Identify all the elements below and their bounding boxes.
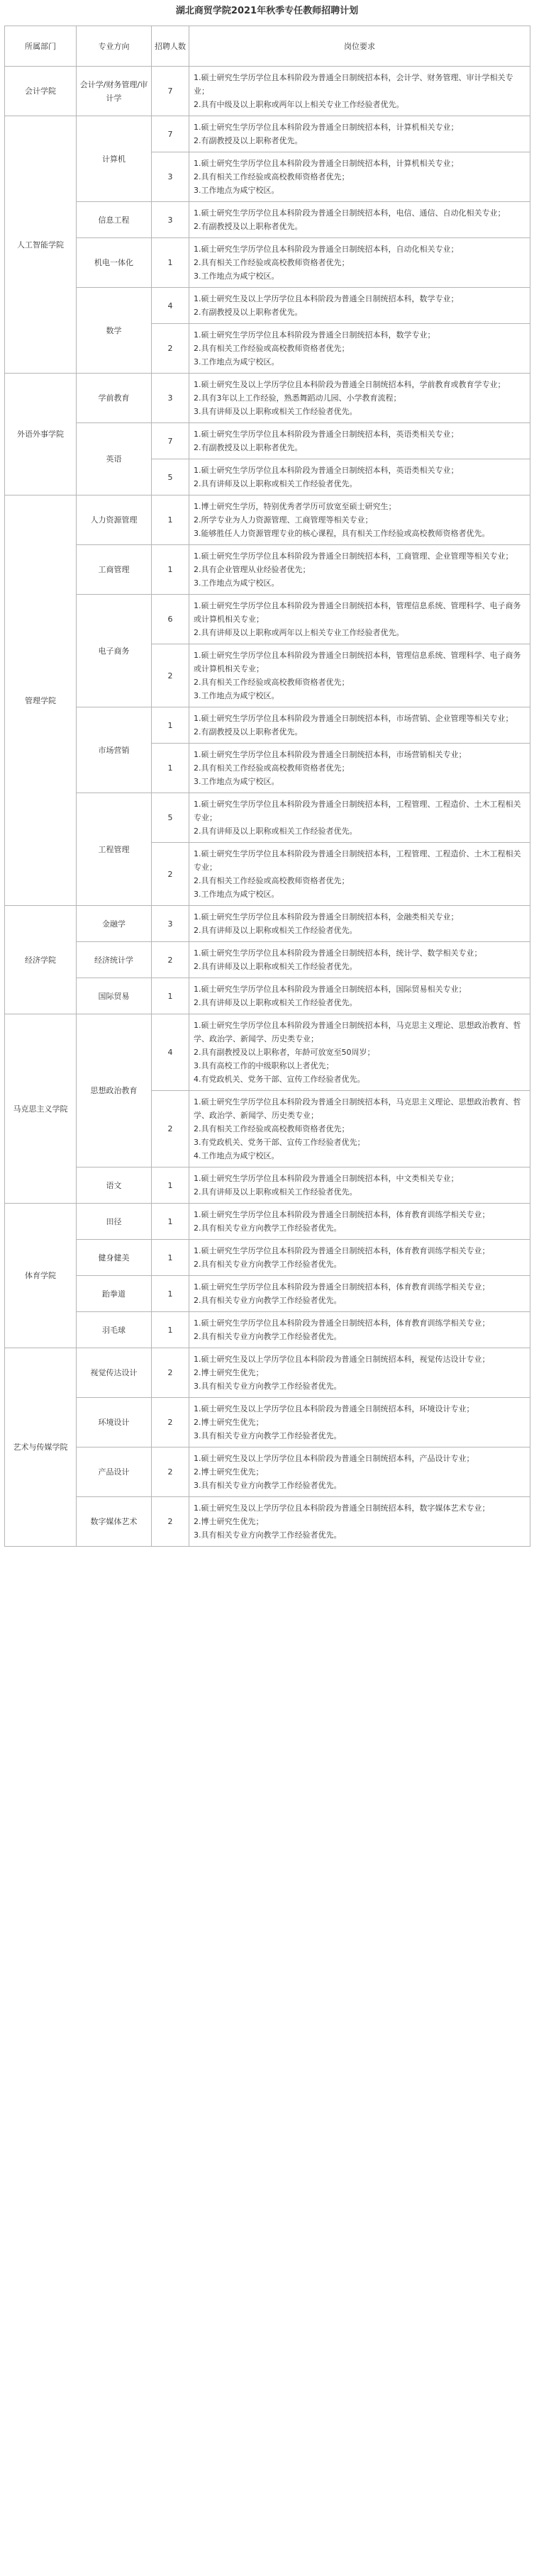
count-cell: 3 bbox=[152, 152, 189, 202]
table-row bbox=[5, 238, 530, 288]
requirement-line: 3.具有讲师及以上职称或相关工作经验者优先。 bbox=[194, 407, 357, 416]
table-row bbox=[5, 116, 530, 152]
major-cell: 信息工程 bbox=[77, 202, 152, 238]
requirement-line: 1.硕士研究生学历学位且本科阶段为普通全日制统招本科，金融类相关专业； bbox=[194, 912, 459, 922]
requirement-line: 1.硕士研究生学历学位且本科阶段为普通全日制统招本科，工程管理、工程造价、土木工程相关专业； bbox=[194, 849, 521, 872]
table-row bbox=[5, 906, 530, 942]
table-row bbox=[5, 1497, 530, 1547]
count-cell: 2 bbox=[152, 843, 189, 906]
requirement-line: 1.博士研究生学历，特别优秀者学历可放宽至硕士研究生； bbox=[194, 502, 396, 511]
requirements-cell bbox=[189, 707, 530, 744]
count-cell: 2 bbox=[152, 1447, 189, 1497]
requirement-line: 2.有副教授及以上职称者优先。 bbox=[194, 136, 303, 145]
requirement-line: 2.博士研究生优先； bbox=[194, 1368, 264, 1377]
table-row bbox=[5, 545, 530, 595]
department-cell: 管理学院 bbox=[5, 495, 77, 906]
major-cell: 视觉传达设计 bbox=[77, 1348, 152, 1398]
requirement-line: 2.具有讲师及以上职称或相关工作经验者优先。 bbox=[194, 479, 357, 488]
requirement-line: 1.硕士研究生学历学位且本科阶段为普通全日制统招本科，马克思主义理论、思想政治教育、哲学、政治学、新闻学、历史类专业； bbox=[194, 1097, 521, 1120]
requirement-line: 1.硕士研究生学历学位且本科阶段为普通全日制统招本科，市场营销相关专业； bbox=[194, 750, 467, 759]
requirement-line: 1.硕士研究生学历学位且本科阶段为普通全日制统招本科，计算机相关专业； bbox=[194, 159, 459, 168]
requirement-line: 2.有副教授及以上职称者优先。 bbox=[194, 727, 303, 737]
table-row bbox=[5, 978, 530, 1014]
requirements-cell bbox=[189, 1348, 530, 1398]
requirement-line: 3.具有相关专业方向教学工作经验者优先。 bbox=[194, 1431, 342, 1440]
count-cell: 3 bbox=[152, 906, 189, 942]
requirements-cell bbox=[189, 238, 530, 288]
requirement-line: 2.博士研究生优先； bbox=[194, 1517, 264, 1526]
table-row bbox=[5, 1014, 530, 1091]
major-cell: 国际贸易 bbox=[77, 978, 152, 1014]
requirement-line: 2.具有相关专业方向教学工作经验者优先。 bbox=[194, 1223, 342, 1233]
requirement-line: 1.硕士研究生及以上学历学位且本科阶段为普通全日制统招本科，数字媒体艺术专业； bbox=[194, 1503, 490, 1513]
requirement-line: 4.有党政机关、党务干部、宣传工作经验者优先。 bbox=[194, 1075, 365, 1084]
major-cell: 电子商务 bbox=[77, 595, 152, 707]
requirements-cell bbox=[189, 374, 530, 423]
requirement-line: 1.硕士研究生学历学位且本科阶段为普通全日制统招本科，自动化相关专业； bbox=[194, 245, 459, 254]
count-cell: 2 bbox=[152, 1091, 189, 1167]
count-cell: 7 bbox=[152, 423, 189, 459]
requirements-cell bbox=[189, 1497, 530, 1547]
table-body bbox=[5, 67, 530, 1547]
major-cell: 产品设计 bbox=[77, 1447, 152, 1497]
count-cell: 1 bbox=[152, 1312, 189, 1348]
table-row bbox=[5, 495, 530, 545]
table-row bbox=[5, 595, 530, 644]
requirement-line: 2.有副教授及以上职称者优先。 bbox=[194, 222, 303, 231]
requirement-line: 2.具有3年以上工作经验，熟悉舞蹈动儿园、小学教育流程； bbox=[194, 393, 401, 403]
table-row bbox=[5, 942, 530, 978]
requirement-line: 1.硕士研究生学历学位且本科阶段为普通全日制统招本科，管理信息系统、管理科学、电子商务或计算机相关专业； bbox=[194, 601, 521, 624]
count-cell: 1 bbox=[152, 1204, 189, 1240]
table-row bbox=[5, 288, 530, 324]
requirements-cell bbox=[189, 1014, 530, 1091]
requirement-line: 2.具有中级及以上职称或两年以上相关专业工作经验者优先。 bbox=[194, 100, 404, 109]
requirement-line: 1.硕士研究生学历学位且本科阶段为普通全日制统招本科，工商管理、企业管理等相关专业； bbox=[194, 551, 513, 561]
requirement-line: 2.具有相关工作经验或高校教师资格者优先； bbox=[194, 344, 350, 353]
requirement-line: 2.所学专业为人力资源管理、工商管理等相关专业； bbox=[194, 515, 373, 525]
requirements-cell bbox=[189, 459, 530, 495]
requirements-cell bbox=[189, 906, 530, 942]
requirements-cell bbox=[189, 1204, 530, 1240]
major-cell: 市场营销 bbox=[77, 707, 152, 793]
count-cell: 5 bbox=[152, 459, 189, 495]
major-cell: 数学 bbox=[77, 288, 152, 374]
requirement-line: 1.硕士研究生学历学位且本科阶段为普通全日制统招本科，英语类相关专业； bbox=[194, 430, 459, 439]
requirement-line: 2.具有讲师及以上职称或相关工作经验者优先。 bbox=[194, 998, 357, 1007]
requirement-line: 3.工作地点为咸宁校区。 bbox=[194, 271, 279, 281]
requirement-line: 2.具有企业管理从业经验者优先； bbox=[194, 565, 311, 574]
requirement-line: 2.具有讲师及以上职称或相关工作经验者优先。 bbox=[194, 926, 357, 935]
count-cell: 1 bbox=[152, 744, 189, 793]
page-title: 湖北商贸学院2021年秋季专任教师招聘计划 bbox=[175, 6, 359, 16]
count-cell: 1 bbox=[152, 238, 189, 288]
requirement-line: 1.硕士研究生学历学位且本科阶段为普通全日制统招本科，体育教育训练学相关专业； bbox=[194, 1246, 490, 1255]
requirement-line: 2.具有相关工作经验或高校教师资格者优先； bbox=[194, 258, 350, 267]
requirement-line: 1.硕士研究生学历学位且本科阶段为普通全日制统招本科，统计学、数学相关专业； bbox=[194, 948, 482, 958]
table-row bbox=[5, 374, 530, 423]
table-row bbox=[5, 1167, 530, 1204]
requirement-line: 1.硕士研究生学历学位且本科阶段为普通全日制统招本科，电信、通信、自动化相关专业； bbox=[194, 208, 506, 218]
requirement-line: 2.具有相关专业方向教学工作经验者优先。 bbox=[194, 1260, 342, 1269]
count-cell: 2 bbox=[152, 324, 189, 374]
department-cell: 经济学院 bbox=[5, 906, 77, 1014]
department-cell: 人工智能学院 bbox=[5, 116, 77, 374]
requirement-line: 3.具有高校工作的中级职称以上者优先； bbox=[194, 1061, 334, 1070]
requirement-line: 3.具有相关专业方向教学工作经验者优先。 bbox=[194, 1530, 342, 1540]
requirements-cell bbox=[189, 1398, 530, 1447]
major-cell: 人力资源管理 bbox=[77, 495, 152, 545]
count-cell: 3 bbox=[152, 374, 189, 423]
requirements-cell bbox=[189, 843, 530, 906]
header-count: 招聘人数 bbox=[152, 26, 189, 67]
requirement-line: 2.有副教授及以上职称者优先。 bbox=[194, 443, 303, 452]
requirement-line: 1.硕士研究生学历学位且本科阶段为普通全日制统招本科，计算机相关专业； bbox=[194, 123, 459, 132]
department-cell: 艺术与传媒学院 bbox=[5, 1348, 77, 1547]
requirement-line: 3.工作地点为咸宁校区。 bbox=[194, 186, 279, 195]
requirement-line: 3.工作地点为咸宁校区。 bbox=[194, 890, 279, 899]
requirement-line: 1.硕士研究生学历学位且本科阶段为普通全日制统招本科，会计学、财务管理、审计学相关专业； bbox=[194, 73, 513, 96]
requirements-cell bbox=[189, 1240, 530, 1276]
count-cell: 2 bbox=[152, 1497, 189, 1547]
requirement-line: 2.具有讲师及以上职称或相关工作经验者优先。 bbox=[194, 827, 357, 836]
requirements-cell bbox=[189, 423, 530, 459]
requirement-line: 2.具有讲师及以上职称或相关工作经验者优先。 bbox=[194, 962, 357, 971]
requirement-line: 2.具有讲师及以上职称或相关工作经验者优先。 bbox=[194, 1187, 357, 1197]
requirement-line: 1.硕士研究生及以上学历学位且本科阶段为普通全日制统招本科，环境设计专业； bbox=[194, 1404, 474, 1413]
requirement-line: 3.工作地点为咸宁校区。 bbox=[194, 777, 279, 786]
requirements-cell bbox=[189, 978, 530, 1014]
requirement-line: 1.硕士研究生学历学位且本科阶段为普通全日制统招本科，管理信息系统、管理科学、电子商务或计算机相关专业； bbox=[194, 651, 521, 673]
requirement-line: 1.硕士研究生学历学位且本科阶段为普通全日制统招本科，体育教育训练学相关专业； bbox=[194, 1210, 490, 1219]
count-cell: 1 bbox=[152, 545, 189, 595]
requirement-line: 2.具有相关工作经验或高校教师资格者优先； bbox=[194, 172, 350, 181]
requirements-cell bbox=[189, 1276, 530, 1312]
requirements-cell bbox=[189, 495, 530, 545]
count-cell: 1 bbox=[152, 1167, 189, 1204]
requirements-cell bbox=[189, 1447, 530, 1497]
count-cell: 4 bbox=[152, 1014, 189, 1091]
count-cell: 4 bbox=[152, 288, 189, 324]
major-cell: 金融学 bbox=[77, 906, 152, 942]
requirement-line: 2.博士研究生优先； bbox=[194, 1467, 264, 1477]
requirement-line: 3.具有相关专业方向教学工作经验者优先。 bbox=[194, 1481, 342, 1490]
requirements-cell bbox=[189, 288, 530, 324]
requirement-line: 3.有党政机关、党务干部、宣传工作经验者优先； bbox=[194, 1138, 365, 1147]
table-row bbox=[5, 1204, 530, 1240]
requirements-cell bbox=[189, 152, 530, 202]
major-cell: 思想政治教育 bbox=[77, 1014, 152, 1167]
major-cell: 会计学/财务管理/审计学 bbox=[77, 67, 152, 116]
major-cell: 羽毛球 bbox=[77, 1312, 152, 1348]
requirement-line: 1.硕士研究生学历学位且本科阶段为普通全日制统招本科，中文类相关专业； bbox=[194, 1174, 459, 1183]
requirement-line: 2.博士研究生优先； bbox=[194, 1418, 264, 1427]
requirements-cell bbox=[189, 116, 530, 152]
requirement-line: 2.具有副教授及以上职称者，年龄可放宽至50周岁； bbox=[194, 1048, 375, 1057]
requirement-line: 1.硕士研究生学历学位且本科阶段为普通全日制统招本科，数学专业； bbox=[194, 330, 435, 340]
table-row bbox=[5, 1312, 530, 1348]
requirement-line: 1.硕士研究生学历学位且本科阶段为普通全日制统招本科，国际贸易相关专业； bbox=[194, 985, 467, 994]
major-cell: 学前教育 bbox=[77, 374, 152, 423]
major-cell: 语文 bbox=[77, 1167, 152, 1204]
requirements-cell bbox=[189, 1091, 530, 1167]
requirement-line: 4.工作地点为咸宁校区。 bbox=[194, 1151, 279, 1160]
table-row bbox=[5, 793, 530, 843]
requirements-cell bbox=[189, 202, 530, 238]
requirement-line: 2.具有相关专业方向教学工作经验者优先。 bbox=[194, 1296, 342, 1305]
table-row bbox=[5, 707, 530, 744]
major-cell: 健身健美 bbox=[77, 1240, 152, 1276]
requirement-line: 2.具有相关专业方向教学工作经验者优先。 bbox=[194, 1332, 342, 1341]
department-cell: 会计学院 bbox=[5, 67, 77, 116]
count-cell: 1 bbox=[152, 1240, 189, 1276]
table-row bbox=[5, 1240, 530, 1276]
requirement-line: 3.能够胜任人力资源管理专业的核心课程，具有相关工作经验或高校教师资格者优先。 bbox=[194, 529, 490, 538]
requirement-line: 1.硕士研究生及以上学历学位且本科阶段为普通全日制统招本科，学前教育或教育学专业； bbox=[194, 380, 506, 389]
count-cell: 2 bbox=[152, 1398, 189, 1447]
table-row bbox=[5, 423, 530, 459]
major-cell: 经济统计学 bbox=[77, 942, 152, 978]
requirement-line: 1.硕士研究生学历学位且本科阶段为普通全日制统招本科，工程管理、工程造价、土木工程相关专业； bbox=[194, 800, 521, 822]
requirement-line: 1.硕士研究生学历学位且本科阶段为普通全日制统招本科，市场营销、企业管理等相关专业； bbox=[194, 714, 513, 723]
requirement-line: 2.具有相关工作经验或高校教师资格者优先； bbox=[194, 876, 350, 885]
count-cell: 2 bbox=[152, 1348, 189, 1398]
requirement-line: 3.工作地点为咸宁校区。 bbox=[194, 357, 279, 366]
header-department: 所属部门 bbox=[5, 26, 77, 67]
major-cell: 计算机 bbox=[77, 116, 152, 202]
department-cell: 马克思主义学院 bbox=[5, 1014, 77, 1204]
major-cell: 工商管理 bbox=[77, 545, 152, 595]
requirements-cell bbox=[189, 942, 530, 978]
table-row bbox=[5, 1398, 530, 1447]
count-cell: 6 bbox=[152, 595, 189, 644]
table-row bbox=[5, 1447, 530, 1497]
count-cell: 2 bbox=[152, 644, 189, 707]
requirement-line: 3.工作地点为咸宁校区。 bbox=[194, 578, 279, 588]
requirement-line: 2.具有相关工作经验或高校教师资格者优先； bbox=[194, 678, 350, 687]
requirements-cell bbox=[189, 67, 530, 116]
requirements-cell bbox=[189, 595, 530, 644]
department-cell: 外语外事学院 bbox=[5, 374, 77, 495]
requirement-line: 1.硕士研究生及以上学历学位且本科阶段为普通全日制统招本科，数学专业； bbox=[194, 294, 459, 303]
requirement-line: 2.具有相关工作经验或高校教师资格者优先； bbox=[194, 763, 350, 773]
requirements-cell bbox=[189, 1167, 530, 1204]
major-cell: 环境设计 bbox=[77, 1398, 152, 1447]
major-cell: 田径 bbox=[77, 1204, 152, 1240]
requirement-line: 3.工作地点为咸宁校区。 bbox=[194, 691, 279, 700]
table-header-row bbox=[5, 26, 530, 67]
requirements-cell bbox=[189, 644, 530, 707]
requirement-line: 1.硕士研究生及以上学历学位且本科阶段为普通全日制统招本科，视觉传达设计专业； bbox=[194, 1355, 490, 1364]
major-cell: 工程管理 bbox=[77, 793, 152, 906]
table-row bbox=[5, 202, 530, 238]
table-row bbox=[5, 1348, 530, 1398]
header-requirements: 岗位要求 bbox=[189, 26, 530, 67]
major-cell: 跆拳道 bbox=[77, 1276, 152, 1312]
requirement-line: 3.具有相关专业方向教学工作经验者优先。 bbox=[194, 1382, 342, 1391]
requirements-cell bbox=[189, 324, 530, 374]
requirement-line: 1.硕士研究生学历学位且本科阶段为普通全日制统招本科，英语类相关专业； bbox=[194, 466, 459, 475]
major-cell: 机电一体化 bbox=[77, 238, 152, 288]
count-cell: 5 bbox=[152, 793, 189, 843]
table-row bbox=[5, 1276, 530, 1312]
count-cell: 1 bbox=[152, 707, 189, 744]
count-cell: 1 bbox=[152, 1276, 189, 1312]
requirements-cell bbox=[189, 744, 530, 793]
table-row bbox=[5, 67, 530, 116]
count-cell: 1 bbox=[152, 978, 189, 1014]
requirements-cell bbox=[189, 545, 530, 595]
department-cell: 体育学院 bbox=[5, 1204, 77, 1348]
count-cell: 1 bbox=[152, 495, 189, 545]
requirement-line: 1.硕士研究生及以上学历学位且本科阶段为普通全日制统招本科，产品设计专业； bbox=[194, 1454, 474, 1463]
major-cell: 英语 bbox=[77, 423, 152, 495]
requirement-line: 2.有副教授及以上职称者优先。 bbox=[194, 308, 303, 317]
recruitment-table bbox=[4, 26, 530, 1547]
major-cell: 数字媒体艺术 bbox=[77, 1497, 152, 1547]
requirements-cell bbox=[189, 793, 530, 843]
count-cell: 7 bbox=[152, 67, 189, 116]
requirement-line: 1.硕士研究生学历学位且本科阶段为普通全日制统招本科，体育教育训练学相关专业； bbox=[194, 1318, 490, 1328]
requirement-line: 1.硕士研究生学历学位且本科阶段为普通全日制统招本科，体育教育训练学相关专业； bbox=[194, 1282, 490, 1292]
requirement-line: 2.具有相关工作经验或高校教师资格者优先； bbox=[194, 1124, 350, 1133]
requirements-cell bbox=[189, 1312, 530, 1348]
header-major: 专业方向 bbox=[77, 26, 152, 67]
requirement-line: 2.具有讲师及以上职称或两年以上相关专业工作经验者优先。 bbox=[194, 628, 404, 637]
requirement-line: 1.硕士研究生学历学位且本科阶段为普通全日制统招本科，马克思主义理论、思想政治教育、哲学、政治学、新闻学、历史类专业； bbox=[194, 1021, 521, 1043]
count-cell: 3 bbox=[152, 202, 189, 238]
count-cell: 7 bbox=[152, 116, 189, 152]
count-cell: 2 bbox=[152, 942, 189, 978]
